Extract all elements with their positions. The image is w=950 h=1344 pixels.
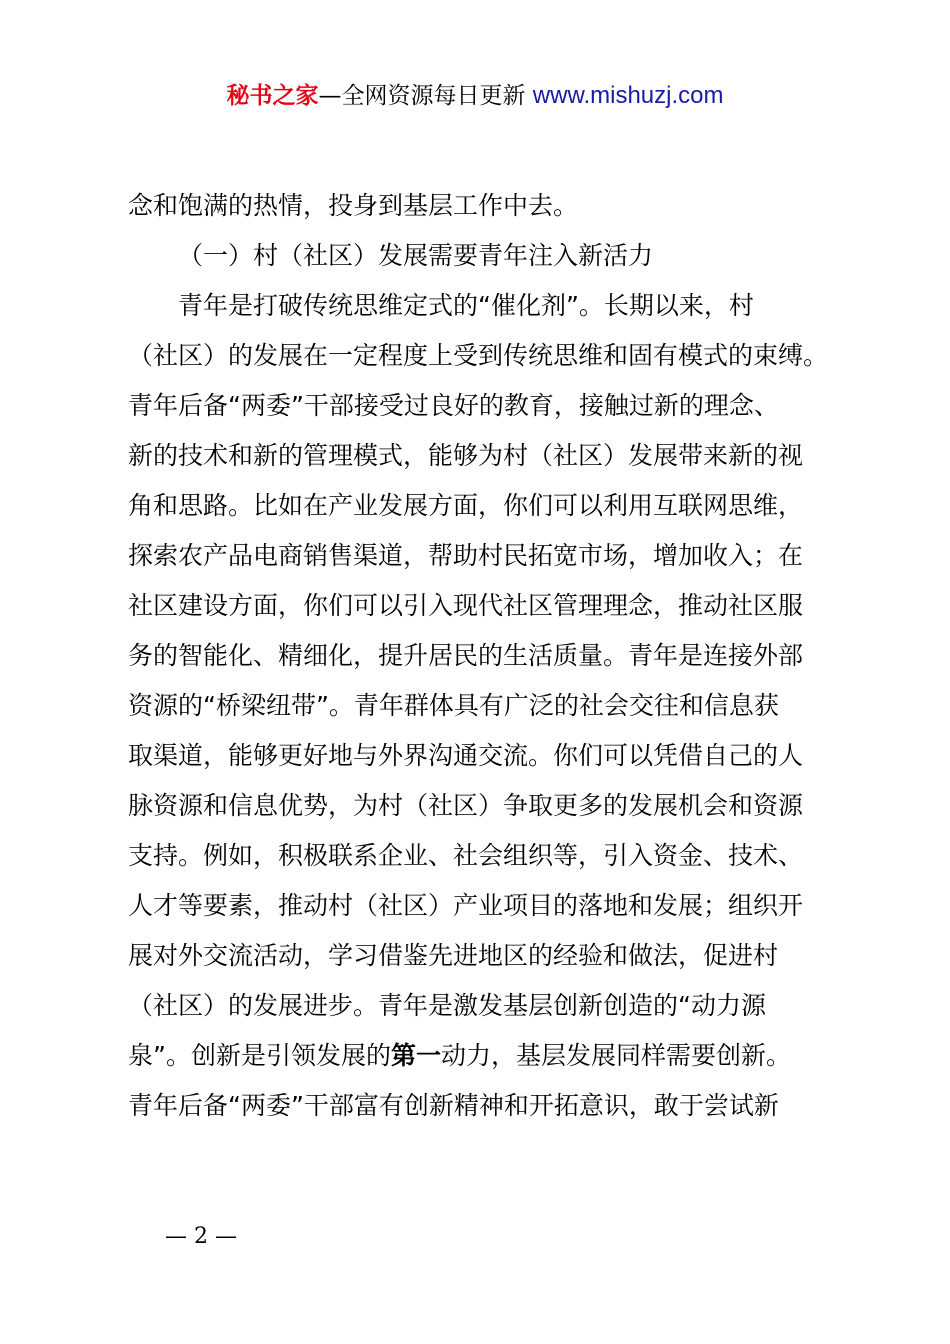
text-line: 资源的“桥梁纽带”。青年群体具有广泛的社会交往和信息获 — [128, 691, 779, 720]
document-body — [128, 181, 828, 1131]
text-segment: 泉”。创新是引领发展的 — [128, 1041, 391, 1070]
text-line: 探索农产品电商销售渠道，帮助村民拓宽市场，增加收入；在 — [128, 541, 804, 570]
header-site-link[interactable]: www.mishuzj.com — [532, 82, 724, 109]
text-line: 念和饱满的热情，投身到基层工作中去。 — [128, 191, 579, 220]
text-line: 青年后备“两委”干部富有创新精神和开拓意识，敢于尝试新 — [128, 1091, 779, 1120]
text-line: 支持。例如，积极联系企业、社会组织等，引入资金、技术、 — [128, 841, 804, 870]
text-line: （社区）的发展进步。青年是激发基层创新创造的“动力源 — [128, 991, 766, 1020]
text-line: 展对外交流活动，学习借鉴先进地区的经验和做法，促进村 — [128, 941, 779, 970]
text-line: 社区建设方面，你们可以引入现代社区管理理念，推动社区服 — [128, 591, 804, 620]
text-segment: 动力，基层发展同样需要创新。 — [440, 1041, 791, 1070]
page-header — [0, 80, 950, 112]
text-line: 脉资源和信息优势，为村（社区）争取更多的发展机会和资源 — [128, 791, 804, 820]
header-brand: 秘书之家 — [226, 83, 319, 109]
text-line: 青年是打破传统思维定式的“催化剂”。长期以来，村 — [178, 291, 754, 320]
page-number: — 2 — — [165, 1224, 237, 1249]
bold-text: 第一 — [390, 1041, 441, 1070]
text-line: 角和思路。比如在产业发展方面，你们可以利用互联网思维， — [128, 491, 804, 520]
text-line: 人才等要素，推动村（社区）产业项目的落地和发展；组织开 — [128, 891, 804, 920]
section-heading: （一）村（社区）发展需要青年注入新活力 — [178, 241, 654, 270]
header-slogan: —全网资源每日更新 — [318, 83, 526, 109]
text-line: 取渠道，能够更好地与外界沟通交流。你们可以凭借自己的人 — [128, 741, 804, 770]
text-line: （社区）的发展在一定程度上受到传统思维和固有模式的束缚。 — [128, 341, 828, 370]
text-line: 务的智能化、精细化，提升居民的生活质量。青年是连接外部 — [128, 641, 804, 670]
text-line — [128, 1031, 828, 1081]
text-line: 新的技术和新的管理模式，能够为村（社区）发展带来新的视 — [128, 441, 804, 470]
text-line: 青年后备“两委”干部接受过良好的教育，接触过新的理念、 — [128, 391, 779, 420]
